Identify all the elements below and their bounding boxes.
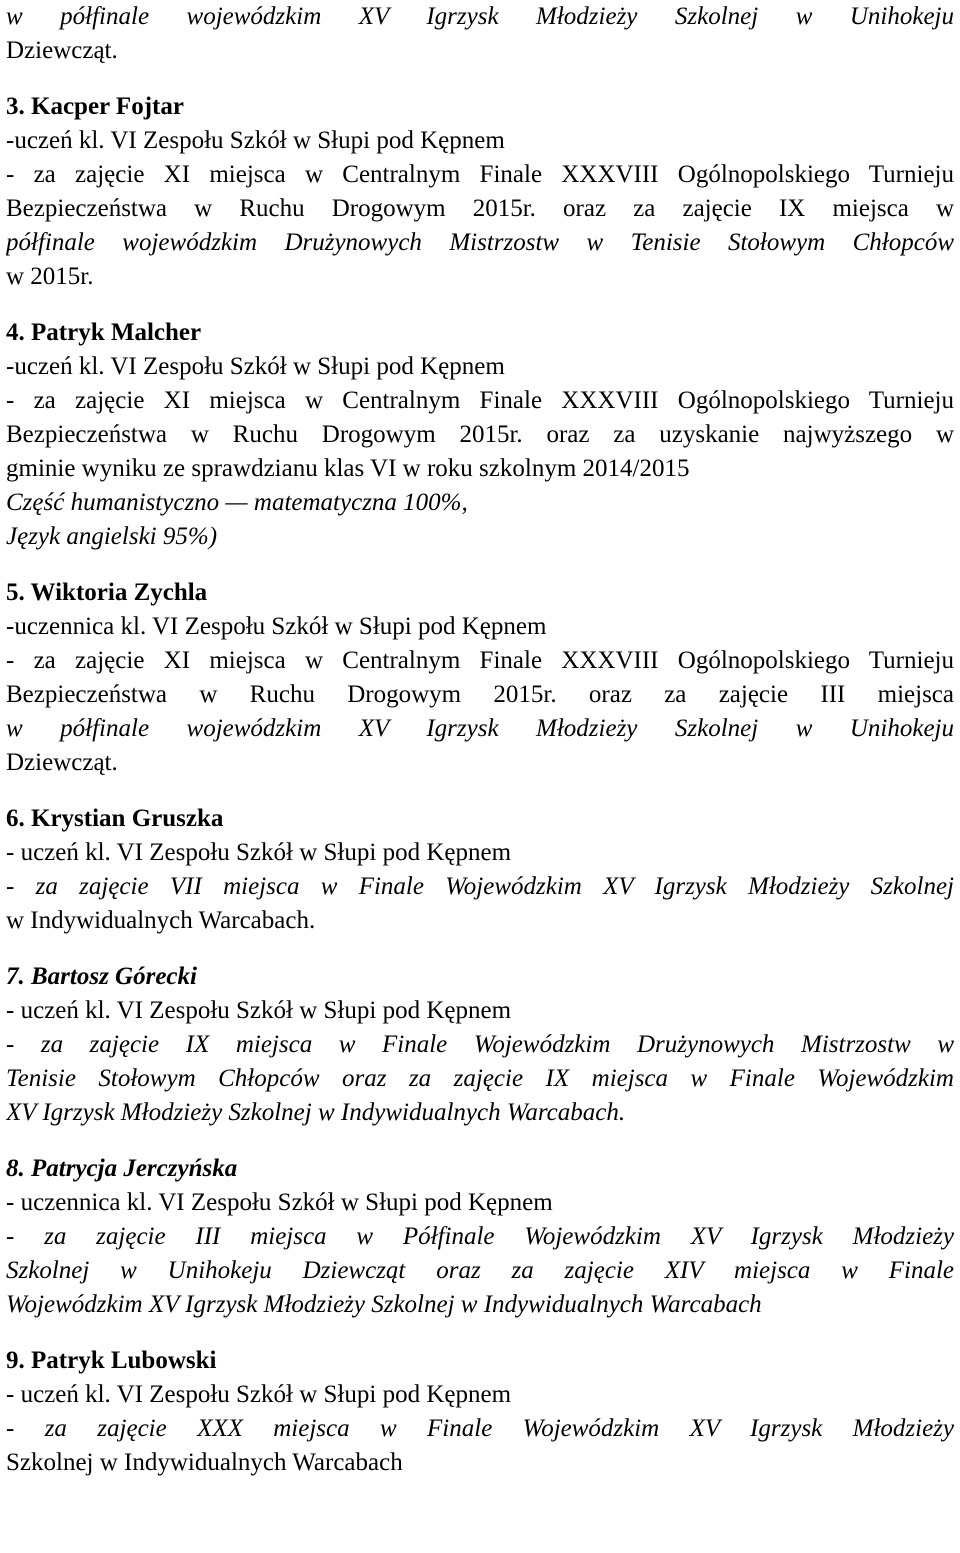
award-entry bbox=[6, 316, 954, 554]
entry-line: w Indywidualnych Warcabach. bbox=[6, 907, 316, 934]
entry-line: - uczeń kl. VI Zespołu Szkół w Słupi pod Kępnem bbox=[6, 997, 512, 1024]
entry-line: - uczennica kl. VI Zespołu Szkół w Słupi pod Kępnem bbox=[6, 1189, 553, 1216]
entry-heading: 6. Krystian Gruszka bbox=[6, 805, 224, 832]
award-entry bbox=[6, 960, 954, 1130]
entry-line: - uczeń kl. VI Zespołu Szkół w Słupi pod Kępnem bbox=[6, 839, 512, 866]
entry-line: -uczeń kl. VI Zespołu Szkół w Słupi pod Kępnem bbox=[6, 353, 505, 380]
entry-line: - za zajęcie IX miejsca w Finale Wojewódzkim Drużynowych Mistrzostw w bbox=[6, 1031, 954, 1058]
award-entry bbox=[6, 1152, 954, 1322]
award-entry bbox=[6, 1344, 954, 1480]
entry-line: - za zajęcie XI miejsca w Centralnym Finale XXXVIII Ogólnopolskiego Turnieju bbox=[6, 161, 954, 188]
entry-line: półfinale wojewódzkim Drużynowych Mistrzostw w Tenisie Stołowym Chłopców bbox=[6, 229, 954, 256]
entry-line: - za zajęcie XI miejsca w Centralnym Finale XXXVIII Ogólnopolskiego Turnieju bbox=[6, 647, 954, 674]
award-entry bbox=[6, 802, 954, 938]
entry-line: gminie wyniku ze sprawdzianu klas VI w roku szkolnym 2014/2015 bbox=[6, 455, 690, 482]
entry-line: -uczennica kl. VI Zespołu Szkół w Słupi pod Kępnem bbox=[6, 613, 547, 640]
entry-line: Tenisie Stołowym Chłopców oraz za zajęcie IX miejsca w Finale Wojewódzkim bbox=[6, 1065, 954, 1092]
entry-line: Szkolnej w Unihokeju Dziewcząt oraz za zajęcie XIV miejsca w Finale bbox=[6, 1257, 954, 1284]
entry-line: - za zajęcie III miejsca w Półfinale Wojewódzkim XV Igrzysk Młodzieży bbox=[6, 1223, 954, 1250]
entry-line: Część humanistyczno — matematyczna 100%, bbox=[6, 489, 468, 516]
entry-line: Szkolnej w Indywidualnych Warcabach bbox=[6, 1449, 403, 1476]
entry-line: w półfinale wojewódzkim XV Igrzysk Młodzieży Szkolnej w Unihokeju bbox=[6, 715, 954, 742]
entry-line: Bezpieczeństwa w Ruchu Drogowym 2015r. oraz za zajęcie IX miejsca w bbox=[6, 195, 954, 222]
entry-heading: 7. Bartosz Górecki bbox=[6, 963, 197, 990]
entry-line: XV Igrzysk Młodzieży Szkolnej w Indywidualnych Warcabach. bbox=[6, 1099, 626, 1126]
fragment-line-1: w półfinale wojewódzkim XV Igrzysk Młodzieży Szkolnej w Unihokeju bbox=[6, 3, 954, 30]
entry-heading: 3. Kacper Fojtar bbox=[6, 93, 184, 120]
entry-line: Bezpieczeństwa w Ruchu Drogowym 2015r. oraz za uzyskanie najwyższego w bbox=[6, 421, 954, 448]
entry-line: Dziewcząt. bbox=[6, 749, 118, 776]
entry-heading: 9. Patryk Lubowski bbox=[6, 1347, 217, 1374]
entry-line: - za zajęcie XI miejsca w Centralnym Finale XXXVIII Ogólnopolskiego Turnieju bbox=[6, 387, 954, 414]
entry-line: Wojewódzkim XV Igrzysk Młodzieży Szkolnej w Indywidualnych Warcabach bbox=[6, 1291, 762, 1318]
entry-heading: 5. Wiktoria Zychla bbox=[6, 579, 208, 606]
entry-line: Język angielski 95%) bbox=[6, 523, 218, 550]
fragment-line-2: Dziewcząt. bbox=[6, 37, 118, 64]
entry-line: - za zajęcie VII miejsca w Finale Wojewódzkim XV Igrzysk Młodzieży Szkolnej bbox=[6, 873, 954, 900]
entry-line: Bezpieczeństwa w Ruchu Drogowym 2015r. oraz za zajęcie III miejsca bbox=[6, 681, 954, 708]
entry-heading: 8. Patrycja Jerczyńska bbox=[6, 1155, 238, 1182]
award-entry bbox=[6, 90, 954, 294]
entry-line: - za zajęcie XXX miejsca w Finale Wojewódzkim XV Igrzysk Młodzieży bbox=[6, 1415, 954, 1442]
entry-heading: 4. Patryk Malcher bbox=[6, 319, 202, 346]
entry-line: w 2015r. bbox=[6, 263, 94, 290]
entry-line: - uczeń kl. VI Zespołu Szkół w Słupi pod Kępnem bbox=[6, 1381, 512, 1408]
entry-line: -uczeń kl. VI Zespołu Szkół w Słupi pod Kępnem bbox=[6, 127, 505, 154]
award-entry bbox=[6, 576, 954, 780]
